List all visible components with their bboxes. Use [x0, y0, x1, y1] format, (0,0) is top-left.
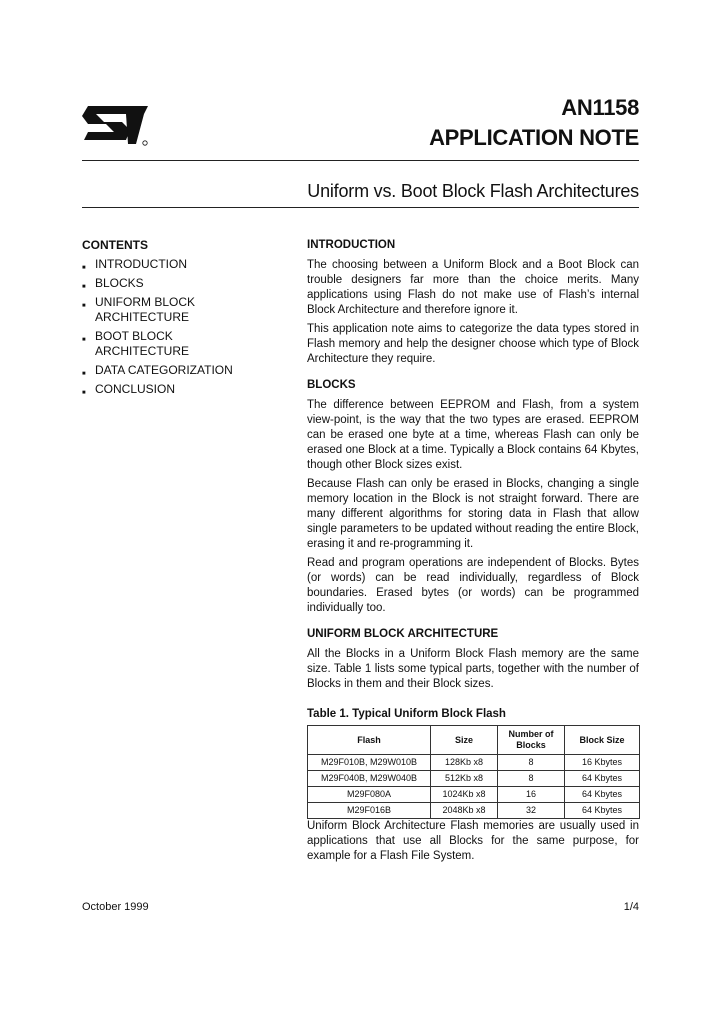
- contents-item[interactable]: ■ BOOT BLOCK ARCHITECTURE: [82, 329, 190, 358]
- section-heading: INTRODUCTION: [307, 239, 396, 251]
- table-row: M29F080A 1024Kb x8 16 64 Kbytes: [308, 787, 640, 803]
- col-num-blocks: Number of Blocks: [498, 726, 565, 755]
- contents-item[interactable]: ■ UNIFORM BLOCK ARCHITECTURE: [82, 295, 196, 324]
- col-flash: Flash: [308, 726, 431, 755]
- bullet-icon: ■: [82, 303, 86, 309]
- col-size: Size: [431, 726, 498, 755]
- bullet-icon: ■: [82, 371, 86, 377]
- paragraph: The difference between EEPROM and Flash, from a system view-point, is the way that the two types are erased. EEPROM can be erased one byte at a time, whereas Flash can only be erased one Block at a time. Typically a Block contains 64 Kbytes, though other Block sizes exist.: [307, 399, 639, 471]
- contents-item[interactable]: ■ BLOCKS: [82, 276, 257, 291]
- paragraph: Because Flash can only be erased in Blocks, changing a single memory location in the Block is not straight forward. There are many different algorithms for storing data in Flash that allow single parameters to be updated without reading the entire Block, erasing it and re-programming it.: [307, 478, 639, 550]
- contents-item[interactable]: ■ INTRODUCTION: [82, 257, 257, 272]
- section-heading: UNIFORM BLOCK ARCHITECTURE: [307, 628, 499, 640]
- section-heading: BLOCKS: [307, 379, 356, 391]
- bullet-icon: ■: [82, 337, 86, 343]
- table-row: M29F010B, M29W010B 128Kb x8 8 16 Kbytes: [308, 755, 640, 771]
- table-header-row: [308, 726, 640, 755]
- contents-list: [82, 238, 257, 401]
- table-row: M29F040B, M29W040B 512Kb x8 8 64 Kbytes: [308, 771, 640, 787]
- paragraph: Uniform Block Architecture Flash memories are usually used in applications that use all Blocks for the same purpose, for example for a Flash File System.: [307, 820, 639, 862]
- title-divider: [82, 207, 639, 208]
- document-type: APPLICATION NOTE: [429, 125, 639, 150]
- main-content: [307, 238, 639, 868]
- table-row: M29F016B 2048Kb x8 32 64 Kbytes: [308, 803, 640, 819]
- paragraph: All the Blocks in a Uniform Block Flash memory are the same size. Table 1 lists some typical parts, together with the number of Blocks in them and their Block sizes.: [307, 648, 639, 690]
- contents-heading: CONTENTS: [82, 238, 148, 252]
- col-block-size: Block Size: [565, 726, 640, 755]
- document-number: AN1158: [561, 95, 639, 120]
- page-number: 1/4: [623, 901, 639, 913]
- footer-date: October 1999: [82, 901, 149, 913]
- contents-item[interactable]: ■ CONCLUSION: [82, 382, 257, 397]
- page-title: Uniform vs. Boot Block Flash Architectures: [307, 181, 639, 201]
- st-logo: [82, 104, 150, 148]
- bullet-icon: ■: [82, 265, 86, 271]
- bullet-icon: ■: [82, 390, 86, 396]
- paragraph: This application note aims to categorize the data types stored in Flash memory and help the designer choose which type of Block Architecture they require.: [307, 323, 639, 365]
- contents-item[interactable]: ■ DATA CATEGORIZATION: [82, 363, 257, 378]
- paragraph: The choosing between a Uniform Block and a Boot Block can trouble designers far more than the choice merits. Many applications using Flash do not make use of Flash’s internal Block Architecture and therefore ignore it.: [307, 259, 639, 316]
- header-divider: [82, 160, 639, 161]
- uniform-block-table: [307, 725, 640, 819]
- paragraph: Read and program operations are independent of Blocks. Bytes (or words) can be read individually, regardless of Block boundaries. Erased bytes (or words) can be programmed individually too.: [307, 557, 639, 614]
- bullet-icon: ■: [82, 284, 86, 290]
- table-title: Table 1. Typical Uniform Block Flash: [307, 708, 506, 720]
